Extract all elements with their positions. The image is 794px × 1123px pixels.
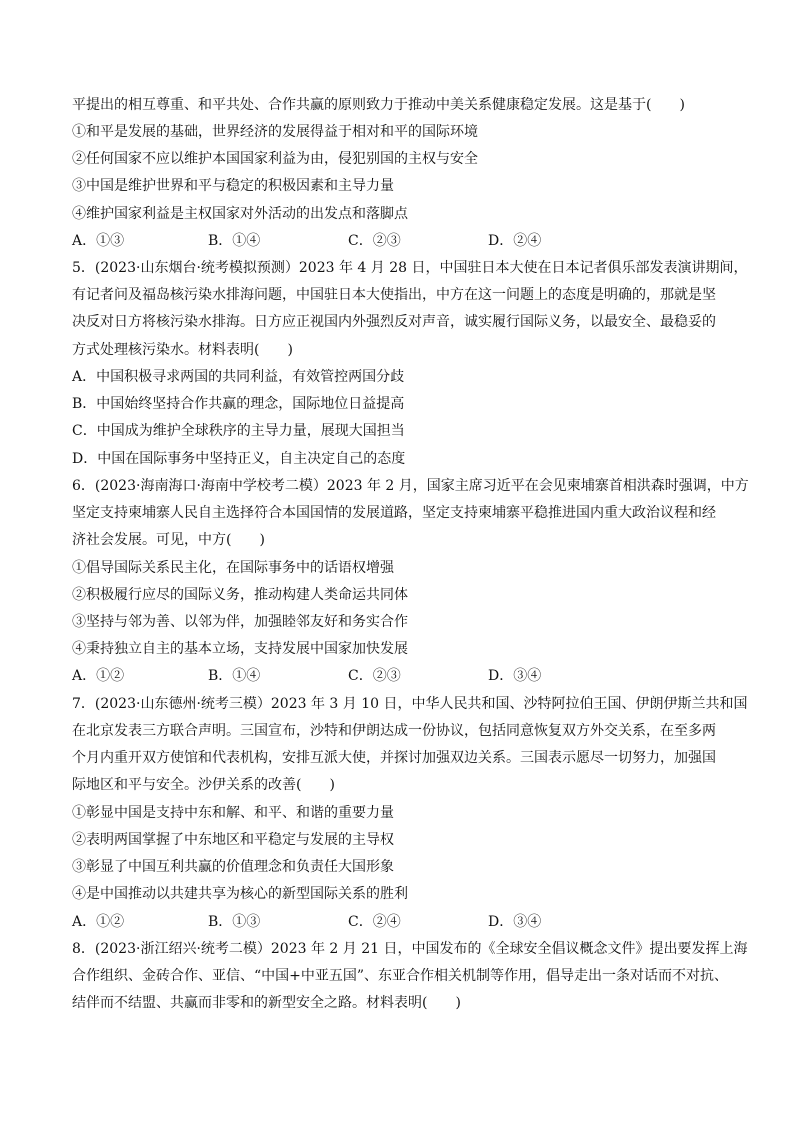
question-4-stem-continuation: 平提出的相互尊重、和平共处、合作共赢的原则致力于推动中美关系健康稳定发展。这是基于( ): [72, 97, 685, 113]
question-8-stem-line-3: 结伴而不结盟、共赢而非零和的新型安全之路。材料表明( ): [72, 995, 461, 1011]
option-b[interactable]: B．①④: [208, 668, 261, 684]
question-7-statement-3: ③彰显了中国互利共赢的价值理念和负责任大国形象: [72, 859, 394, 875]
question-7-options: [72, 913, 632, 931]
question-7-statement-2: ②表明两国掌握了中东地区和平稳定与发展的主导权: [72, 832, 394, 848]
question-4-statement-2: ②任何国家不应以维护本国国家利益为由，侵犯别国的主权与安全: [72, 151, 478, 167]
question-8-stem-line-1: 8．(2023·浙江绍兴·统考二模）2023 年 2 月 21 日，中国发布的《全球安全倡议概念文件》提出要发挥上海: [72, 941, 748, 957]
question-5-stem-line-2: 有记者问及福岛核污染水排海问题，中国驻日本大使指出，中方在这一问题上的态度是明确的，那就是坚: [72, 287, 716, 303]
option-c[interactable]: C．②④: [348, 914, 401, 930]
question-6-stem-line-1: 6．(2023·海南海口·海南中学校考二模）2023 年 2 月，国家主席习近平在会见柬埔寨首相洪森时强调，中方: [72, 478, 749, 494]
question-7-statement-4: ④是中国推动以共建共享为核心的新型国际关系的胜利: [72, 886, 408, 902]
question-6-stem-line-2: 坚定支持柬埔寨人民自主选择符合本国国情的发展道路，坚定支持柬埔寨平稳推进国内重大政治议程和经: [72, 505, 716, 521]
question-4-options: [72, 232, 632, 250]
question-6-statement-1: ①倡导国际关系民主化，在国际事务中的话语权增强: [72, 560, 394, 576]
question-5-stem-line-1: 5．(2023·山东烟台·统考模拟预测）2023 年 4 月 28 日，中国驻日本大使在日本记者俱乐部发表演讲期间，: [72, 260, 748, 276]
question-6-statement-3: ③坚持与邻为善、以邻为伴，加强睦邻友好和务实合作: [72, 614, 408, 630]
question-7-stem-line-2: 在北京发表三方联合声明。三国宣布，沙特和伊朗达成一份协议，包括同意恢复双方外交关系，在至多两: [72, 723, 716, 739]
question-5-option-a[interactable]: A．中国积极寻求两国的共同利益，有效管控两国分歧: [72, 369, 405, 385]
option-c[interactable]: C．②③: [348, 668, 401, 684]
question-4-statement-4: ④维护国家利益是主权国家对外活动的出发点和落脚点: [72, 206, 408, 222]
question-4-statement-3: ③中国是维护世界和平与稳定的积极因素和主导力量: [72, 178, 394, 194]
question-7-stem-line-3: 个月内重开双方使馆和代表机构，安排互派大使，并探讨加强双边关系。三国表示愿尽一切努力，加强国: [72, 750, 716, 766]
question-7-stem-line-1: 7．(2023·山东德州·统考三模）2023 年 3 月 10 日，中华人民共和国、沙特阿拉伯王国、伊朗伊斯兰共和国: [72, 696, 748, 712]
question-6-statement-4: ④秉持独立自主的基本立场，支持发展中国家加快发展: [72, 641, 408, 657]
question-6-options: [72, 667, 632, 685]
question-5-stem-line-4: 方式处理核污染水。材料表明( ): [72, 342, 293, 358]
question-6-statement-2: ②积极履行应尽的国际义务，推动构建人类命运共同体: [72, 587, 408, 603]
question-7-statement-1: ①彰显中国是支持中东和解、和平、和谐的重要力量: [72, 805, 394, 821]
question-7-stem-line-4: 际地区和平与安全。沙伊关系的改善( ): [72, 777, 335, 793]
option-d[interactable]: D．③④: [488, 668, 542, 684]
question-5-stem-line-3: 决反对日方将核污染水排海。日方应正视国内外强烈反对声音，诚实履行国际义务，以最安全、最稳妥的: [72, 314, 716, 330]
option-a[interactable]: A．①②: [72, 914, 125, 930]
option-c[interactable]: C．②③: [348, 233, 401, 249]
option-b[interactable]: B．①④: [208, 233, 261, 249]
question-5-option-b[interactable]: B．中国始终坚持合作共赢的理念，国际地位日益提高: [72, 396, 405, 412]
option-d[interactable]: D．②④: [488, 233, 542, 249]
question-6-stem-line-3: 济社会发展。可见，中方( ): [72, 532, 265, 548]
option-b[interactable]: B．①③: [208, 914, 261, 930]
question-4-statement-1: ①和平是发展的基础，世界经济的发展得益于相对和平的国际环境: [72, 124, 478, 140]
option-a[interactable]: A．①②: [72, 668, 125, 684]
option-a[interactable]: A．①③: [72, 233, 125, 249]
question-5-option-d[interactable]: D．中国在国际事务中坚持正义，自主决定自己的态度: [72, 451, 406, 467]
question-8-stem-line-2: 合作组织、金砖合作、亚信、“中国+中亚五国”、东亚合作相关机制等作用，倡导走出一条对话而不对抗、: [72, 968, 729, 984]
option-d[interactable]: D．③④: [488, 914, 542, 930]
question-5-option-c[interactable]: C．中国成为维护全球秩序的主导力量，展现大国担当: [72, 423, 405, 439]
